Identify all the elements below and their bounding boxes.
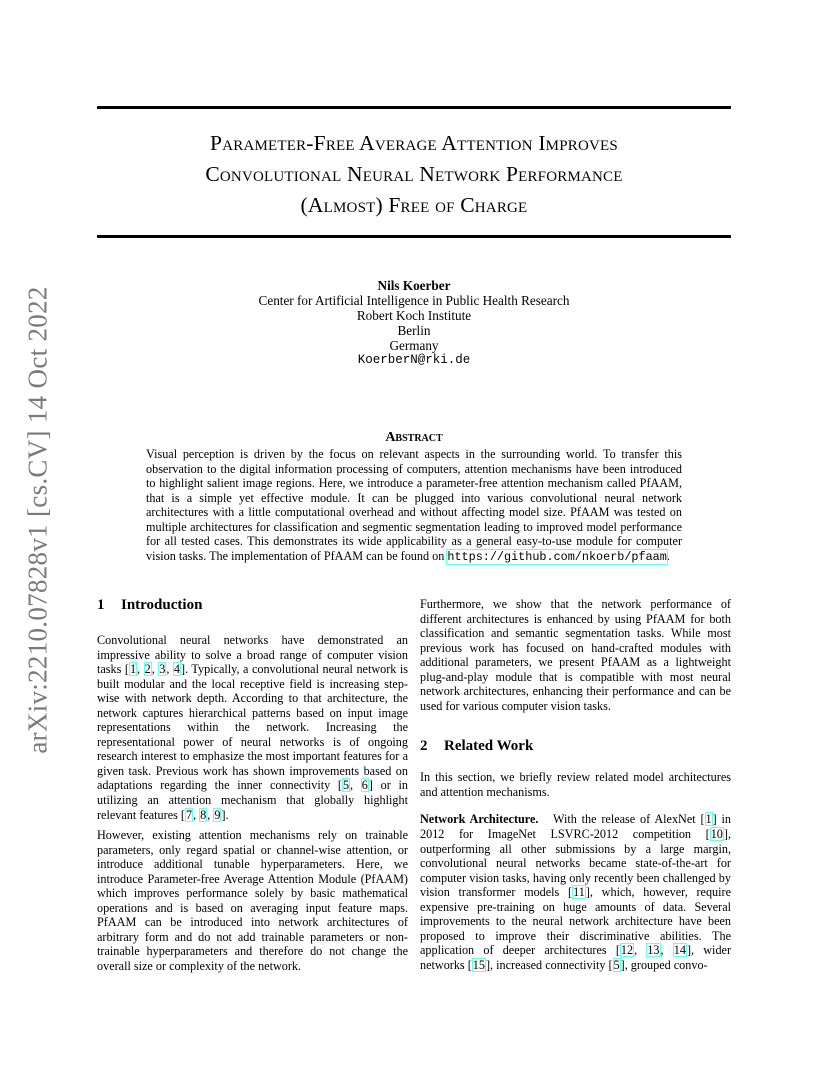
intro-paragraph-2: However, existing attention mechanisms rely on trainable parameters, only regard spatial or channel-wise attention, or introduce additional tunable hyperparameters. Here, we introduce Parameter-free Average Attention Module (PfAAM) which improves performance solely by basic mathematical operations and is based on averaging input feature maps. PfAAM can be introduced into network architectures of arbitrary form and do not add trainable parameters or non-trainable hyperparameters and therefore do not change the overall size or complexity of the network. (97, 828, 408, 974)
abstract-text: Visual perception is driven by the focus on relevant aspects in the surrounding world. To transfer this observation to the digital information processing of computers, attention mechanisms have been introduced to highlight salient image regions. Here, we introduce a parameter-free attention mechanism called PfAAM, that is a simple yet effective module. It can be plugged into various convolutional neural network architectures with a little computational overhead and without affecting model size. PfAAM was tested on multiple architectures for classification and segmentic segmentation leading to improved model performance for all tested cases. This demonstrates its wide applicability as a general easy-to-use module for computer vision tasks. The implementation of PfAAM can be found on (146, 447, 682, 563)
text-run: ], increased connectivity [ (485, 957, 613, 972)
citation-link[interactable]: 11 (573, 885, 585, 900)
abstract-heading: Abstract (385, 430, 443, 445)
related-paragraph-1: In this section, we briefly review related model architectures and attention mechanisms. (420, 770, 731, 799)
citation-link[interactable]: 4 (173, 662, 181, 677)
title-rule-top (97, 106, 731, 109)
intro-paragraph-3: Furthermore, we show that the network performance of different architectures is enhanced by using PfAAM for both classification and semantic segmentation tasks. While most previous work has focused on hand-crafted modules with additional parameters, we present PfAAM as a lightweight plug-and-play module that is compatible with most neural network architectures, enhancing their performance and can be used for various computer vision tasks. (420, 597, 731, 713)
citation-link[interactable]: 5 (342, 778, 350, 793)
section-title: Related Work (444, 738, 534, 755)
text-run: ] in 2012 for ImageNet LSVRC-2012 competition [ (420, 812, 731, 842)
citation-link[interactable]: 5 (613, 957, 620, 972)
text-run: ], which, however, require expensive pre-training on huge amounts of data. Several improvements to the neural network architecture have been proposed to improve their discriminative abilities. The application of deeper architectures [ (420, 885, 731, 958)
citation-link[interactable]: 9 (214, 807, 221, 822)
author-name: Nils Koerber (377, 278, 451, 293)
section-heading-related-work (420, 737, 731, 755)
section-number: 2 (420, 738, 428, 755)
arxiv-sidebar (12, 280, 64, 760)
arxiv-identifier: arXiv:2210.07828v1 [cs.CV] 14 Oct 2022 (22, 286, 53, 754)
related-paragraph-2: Network Architecture. With the release of AlexNet [1] in 2012 for ImageNet LSVRC-2012 competition [10], outperforming all other submissions by a large margin, convolutional neural networks became state-of-the-art for computer vision tasks, having only recently been challenged by vision transformer models [11], which, however, require expensive pre-training on huge amounts of data. Several improvements to the neural network architecture have been proposed to improve their discriminative abilities. The application of deeper architectures [12, 13, 14], wider networks [15], increased connectivity [5], grouped convo- (420, 812, 732, 972)
column-right (420, 597, 731, 972)
column-left (97, 596, 408, 974)
citation-link[interactable]: 3 (159, 662, 166, 677)
text-run: ], wider networks [ (420, 943, 732, 972)
text-run: ], grouped convo- (620, 957, 708, 972)
title-line-2: Convolutional Neural Network Performance (205, 162, 623, 186)
author-affiliation: Center for Artificial Intelligence in Public Health Research (258, 293, 570, 308)
citation-link[interactable]: 1 (705, 812, 712, 827)
text-run: ], outperforming all other submissions by a large margin, convolutional neural networks became state-of-the-art for computer vision tasks, having only recently been challenged by vision transformer models [ (420, 827, 731, 900)
abstract-end: . (666, 548, 670, 563)
section-title: Introduction (121, 597, 203, 613)
author-email[interactable]: KoerberN@rki.de (357, 353, 471, 367)
citation-link[interactable]: 7 (185, 807, 193, 822)
text-run: ]. (221, 807, 229, 822)
abstract-body (146, 447, 682, 564)
citation-link[interactable]: 10 (710, 827, 723, 842)
citation-link[interactable]: 15 (472, 957, 485, 972)
author-country: Germany (389, 338, 439, 353)
citation-link[interactable]: 8 (200, 807, 207, 822)
intro-paragraph-1: Convolutional neural networks have demonstrated an impressive ability to solve a broad range of computer vision tasks [1, 2, 3, 4]. Typically, a convolutional neural network is built modular and the local receptive field is increasing step-wise with network depth. According to that architecture, the network captures hierarchical patterns based on input image representations within the network. Increasing the representational power of neural networks is of ongoing research interest to emphasize the most important features for a given task. Previous work has shown improvements based on adaptations regarding the inner connectivity [5, 6] or in utilizing an attention mechanism that globally highlight relevant features [7, 8, 9]. (97, 633, 409, 822)
author-institute: Robert Koch Institute (356, 308, 472, 323)
text-run: Convolutional neural networks have demonstrated an impressive ability to solve a broad range of computer vision tasks [ (97, 633, 408, 677)
citation-link[interactable]: 14 (673, 943, 686, 958)
text-run: With the release of AlexNet [ (552, 812, 705, 827)
citation-link[interactable]: 6 (361, 778, 368, 793)
section-number: 1 (97, 597, 105, 613)
author-city: Berlin (397, 323, 431, 338)
citation-link[interactable]: 12 (620, 943, 634, 958)
citation-link[interactable]: 1 (129, 662, 137, 677)
run-in-heading: Network Architecture. (420, 812, 539, 827)
paper-title (97, 128, 731, 221)
text-run: ]. Typically, a convolutional neural network is built modular and the local receptive field is increasing step-wise with network depth. According to that architecture, the network captures hierarchical patterns based on input image representations within the network. Increasing the representational power of neural networks is of ongoing research interest to emphasize the most important features for a given task. Previous work has shown improvements based on adaptations regarding the inner connectivity [ (97, 662, 409, 793)
author-block (97, 278, 731, 368)
section-heading-introduction (97, 596, 408, 614)
title-line-1: Parameter-Free Average Attention Improves (210, 131, 618, 155)
title-line-3: (Almost) Free of Charge (300, 193, 528, 217)
citation-link[interactable]: 2 (144, 662, 151, 677)
title-rule-bottom (97, 235, 731, 238)
text-run: ] or in utilizing an attention mechanism that globally highlight relevant features [ (97, 778, 408, 822)
citation-link[interactable]: 13 (647, 943, 660, 958)
github-link[interactable]: https://github.com/nkoerb/pfaam (447, 549, 667, 564)
